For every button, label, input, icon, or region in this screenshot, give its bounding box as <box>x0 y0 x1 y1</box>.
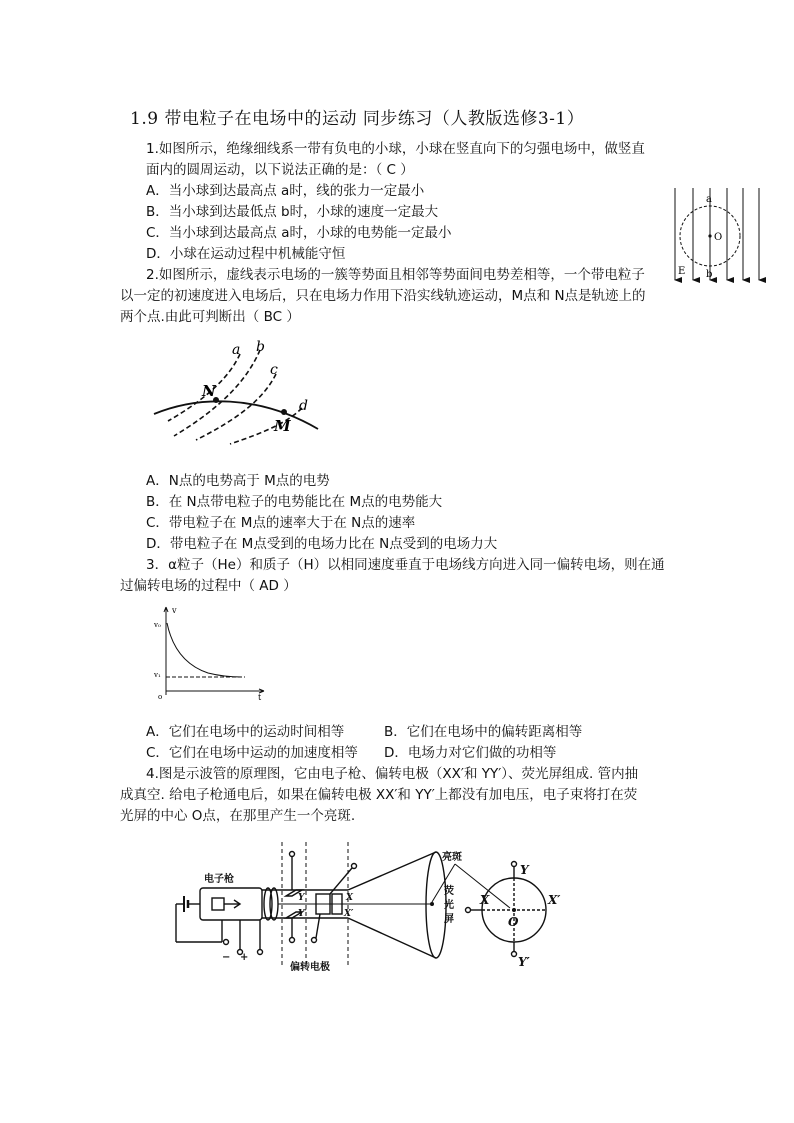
label-plus: + <box>240 952 249 963</box>
q2-figure <box>148 336 323 446</box>
q1-stem-line2: 面内的圆周运动，以下说法正确的是：（ C ） <box>146 162 414 178</box>
q1-stem-line1: 1.如图所示，绝缘细线系一带有负电的小球，小球在竖直向下的匀强电场中，做竖直 <box>146 141 645 157</box>
label-screen-2: 光 <box>444 900 454 911</box>
label-e: E <box>678 266 686 277</box>
q1-figure <box>668 182 766 286</box>
q3-option-d: D．电场力对它们做的功相等 <box>384 745 557 761</box>
label-y: Y <box>520 863 529 877</box>
equipotential-b <box>174 350 260 436</box>
label-o: O <box>508 915 519 929</box>
q3-option-c: C．它们在电场中运动的加速度相等 <box>146 745 358 761</box>
label-spot: 亮斑 <box>442 852 462 863</box>
label-minus: − <box>222 952 231 963</box>
label-v0: v₀ <box>154 621 161 629</box>
q2-stem-line2: 以一定的初速度进入电场后，只在电场力作用下沿实线轨迹运动，M点和 N点是轨迹上的 <box>120 288 646 304</box>
label-plate-x2: X′ <box>344 909 354 919</box>
q4-figure <box>170 838 580 973</box>
q4-line3: 光屏的中心 O点，在那里产生一个亮斑. <box>120 808 356 824</box>
label-plate-x: X <box>346 893 353 903</box>
q1-option-d: D．小球在运动过程中机械能守恒 <box>146 246 346 262</box>
q2-stem-line3: 两个点.由此可判断出（ BC ） <box>120 309 300 325</box>
q1-option-a: A．当小球到达最高点 a时，线的张力一定最小 <box>146 183 425 199</box>
label-deflect: 偏转电极 <box>290 962 330 973</box>
label-v1: v₁ <box>154 671 161 679</box>
label-plate-y: Y <box>298 893 305 903</box>
q3-figure <box>150 603 270 701</box>
label-t: t <box>258 693 262 701</box>
q3-option-b: B．它们在电场中的偏转距离相等 <box>384 724 583 740</box>
screen-edge <box>426 852 446 958</box>
label-o: O <box>714 232 723 243</box>
q4-line1: 4.图是示波管的原理图，它由电子枪、偏转电极（XX′和 YY′）、荧光屏组成. 管内抽 <box>146 766 639 782</box>
label-c: c <box>270 362 278 378</box>
label-v: v <box>172 606 177 615</box>
label-screen-3: 屏 <box>444 914 454 925</box>
label-m: M <box>274 417 291 435</box>
q1-option-c: C．当小球到达最高点 a时，小球的电势能一定最小 <box>146 225 452 241</box>
label-screen-1: 荧 <box>444 886 454 897</box>
label-a: a <box>706 194 712 205</box>
label-d: d <box>299 398 308 414</box>
page-title: 1.9 带电粒子在电场中的运动 同步练习（人教版选修3-1） <box>130 109 585 129</box>
label-x: X <box>480 893 490 907</box>
point-m <box>281 409 287 415</box>
equipotential-d <box>230 408 302 444</box>
q1-option-b: B．当小球到达最低点 b时，小球的速度一定最大 <box>146 204 439 220</box>
label-y2: Y′ <box>518 955 530 969</box>
label-gun: 电子枪 <box>204 874 234 885</box>
label-plate-y2: Y′ <box>298 909 307 919</box>
label-a: a <box>232 342 241 358</box>
q3-stem-line2: 过偏转电场的过程中（ AD ） <box>120 578 297 594</box>
q4-line2: 成真空. 给电子枪通电后，如果在偏转电极 XX′和 YY′上都没有加电压，电子束将打在荧 <box>120 787 638 803</box>
center-point <box>708 234 711 237</box>
q3-option-a: A．它们在电场中的运动时间相等 <box>146 724 345 740</box>
spot-side <box>430 902 434 906</box>
curve <box>167 623 242 677</box>
label-b: b <box>706 269 713 280</box>
label-x2: X′ <box>548 893 561 907</box>
q2-option-d: D．带电粒子在 M点受到的电场力比在 N点受到的电场力大 <box>146 536 498 552</box>
label-o: o <box>158 693 163 701</box>
q3-stem-line1: 3．α粒子（He）和质子（H）以相同速度垂直于电场线方向进入同一偏转电场，则在通 <box>146 557 665 573</box>
spot-front <box>512 908 516 912</box>
q2-option-a: A．N点的电势高于 M点的电势 <box>146 473 330 489</box>
label-b: b <box>256 339 265 355</box>
q2-option-b: B．在 N点带电粒子的电势能比在 M点的电势能大 <box>146 494 443 510</box>
q2-stem-line1: 2.如图所示，虚线表示电场的一簇等势面且相邻等势面间电势差相等，一个带电粒子 <box>146 267 645 283</box>
q2-option-c: C．带电粒子在 M点的速率大于在 N点的速率 <box>146 515 416 531</box>
label-n: N <box>202 382 216 400</box>
